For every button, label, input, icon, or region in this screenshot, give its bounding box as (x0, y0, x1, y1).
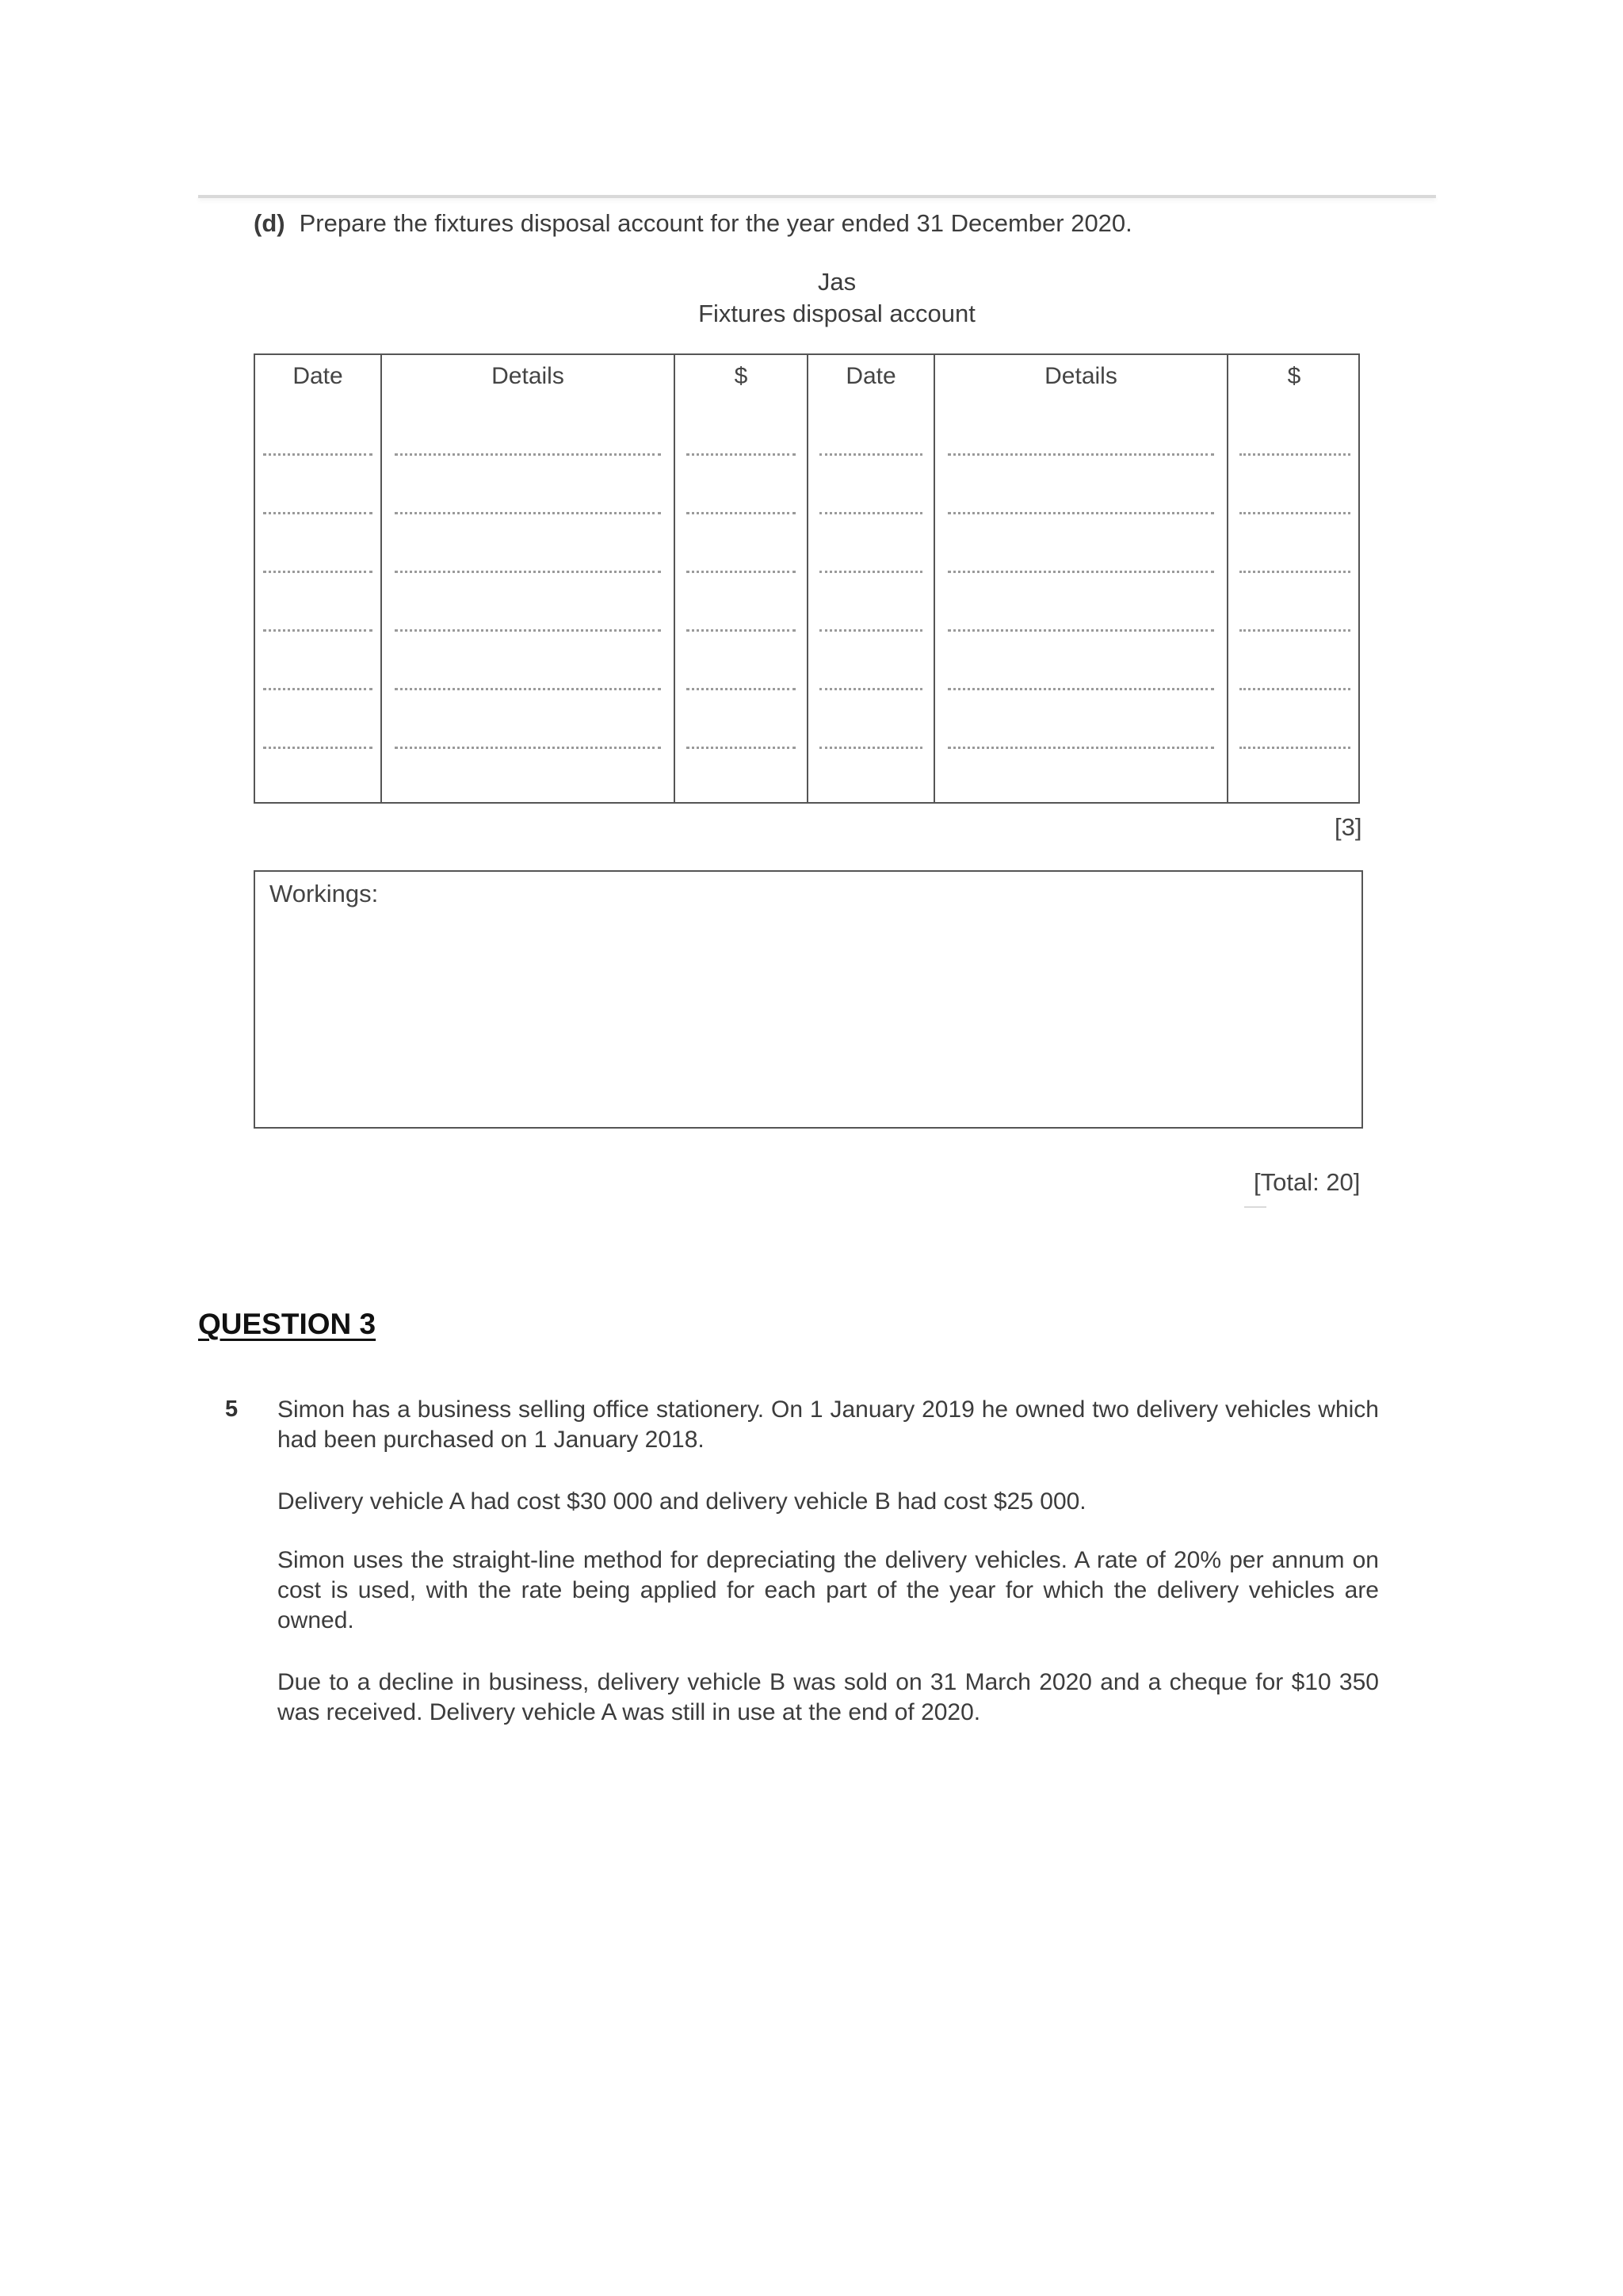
column-divider (934, 355, 935, 802)
entry-line[interactable] (819, 512, 922, 514)
question-d-part: (d) (254, 209, 285, 237)
entry-line[interactable] (395, 747, 661, 749)
workings-label: Workings: (269, 880, 379, 907)
account-title: Fixtures disposal account (698, 300, 976, 327)
header-details-debit: Details (491, 363, 564, 389)
entry-line[interactable] (948, 629, 1214, 632)
entry-line[interactable] (1239, 453, 1350, 456)
entry-line[interactable] (395, 512, 661, 514)
entry-line[interactable] (263, 747, 372, 749)
entry-line[interactable] (263, 512, 372, 514)
entry-line[interactable] (686, 453, 796, 456)
entry-line[interactable] (948, 747, 1214, 749)
header-date-credit: Date (846, 363, 896, 389)
entry-line[interactable] (948, 688, 1214, 690)
workings-box[interactable] (254, 870, 1363, 1129)
column-divider (1227, 355, 1228, 802)
entry-line[interactable] (686, 688, 796, 690)
header-date-debit: Date (292, 363, 343, 389)
question-d (254, 209, 1132, 238)
question-number: 5 (225, 1396, 239, 1422)
entry-line[interactable] (1239, 688, 1350, 690)
entry-line[interactable] (686, 747, 796, 749)
column-divider (807, 355, 808, 802)
entry-line[interactable] (819, 688, 922, 690)
entry-line[interactable] (686, 512, 796, 514)
entry-line[interactable] (819, 453, 922, 456)
entry-line[interactable] (395, 571, 661, 573)
question-paragraph: Due to a decline in business, delivery vehicle B was sold on 31 March 2020 and a cheque for $10 350 was received. Delivery vehicle A was still in use at the end of 2020. (277, 1669, 1379, 1725)
total-marks: [Total: 20] (1254, 1168, 1361, 1196)
column-divider (380, 355, 382, 802)
entry-line[interactable] (263, 453, 372, 456)
entry-line[interactable] (1239, 747, 1350, 749)
entry-line[interactable] (686, 571, 796, 573)
top-divider (198, 195, 1436, 198)
question-d-text: Prepare the fixtures disposal account for the year ended 31 December 2020. (299, 209, 1132, 237)
entry-line[interactable] (948, 512, 1214, 514)
disposal-account-table (254, 353, 1360, 804)
entry-line[interactable] (263, 629, 372, 632)
header-amount-credit: $ (1287, 363, 1301, 389)
entry-line[interactable] (395, 629, 661, 632)
account-owner: Jas (817, 268, 857, 296)
header-amount-debit: $ (734, 363, 748, 389)
entry-line[interactable] (1239, 512, 1350, 514)
question-paragraph: Delivery vehicle A had cost $30 000 and delivery vehicle B had cost $25 000. (277, 1488, 1086, 1515)
entry-line[interactable] (1239, 629, 1350, 632)
entry-line[interactable] (395, 453, 661, 456)
question-paragraph: Simon uses the straight-line method for depreciating the delivery vehicles. A rate of 20% per annum on cost is used, with the rate being applied for each part of the year for which the delivery vehicles are owned. (277, 1547, 1379, 1633)
total-tick-mark (1244, 1206, 1266, 1208)
entry-line[interactable] (1239, 571, 1350, 573)
entry-line[interactable] (819, 629, 922, 632)
entry-line[interactable] (948, 453, 1214, 456)
marks-part-d: [3] (1335, 813, 1362, 841)
entry-line[interactable] (263, 571, 372, 573)
question-paragraph: Simon has a business selling office stationery. On 1 January 2019 he owned two delivery vehicles which had been purchased on 1 January 2018. (277, 1396, 1379, 1453)
entry-line[interactable] (395, 688, 661, 690)
column-divider (674, 355, 675, 802)
header-details-credit: Details (1044, 363, 1117, 389)
entry-line[interactable] (819, 747, 922, 749)
entry-line[interactable] (263, 688, 372, 690)
entry-line[interactable] (819, 571, 922, 573)
entry-line[interactable] (948, 571, 1214, 573)
question-3-heading: QUESTION 3 (198, 1308, 376, 1340)
entry-line[interactable] (686, 629, 796, 632)
